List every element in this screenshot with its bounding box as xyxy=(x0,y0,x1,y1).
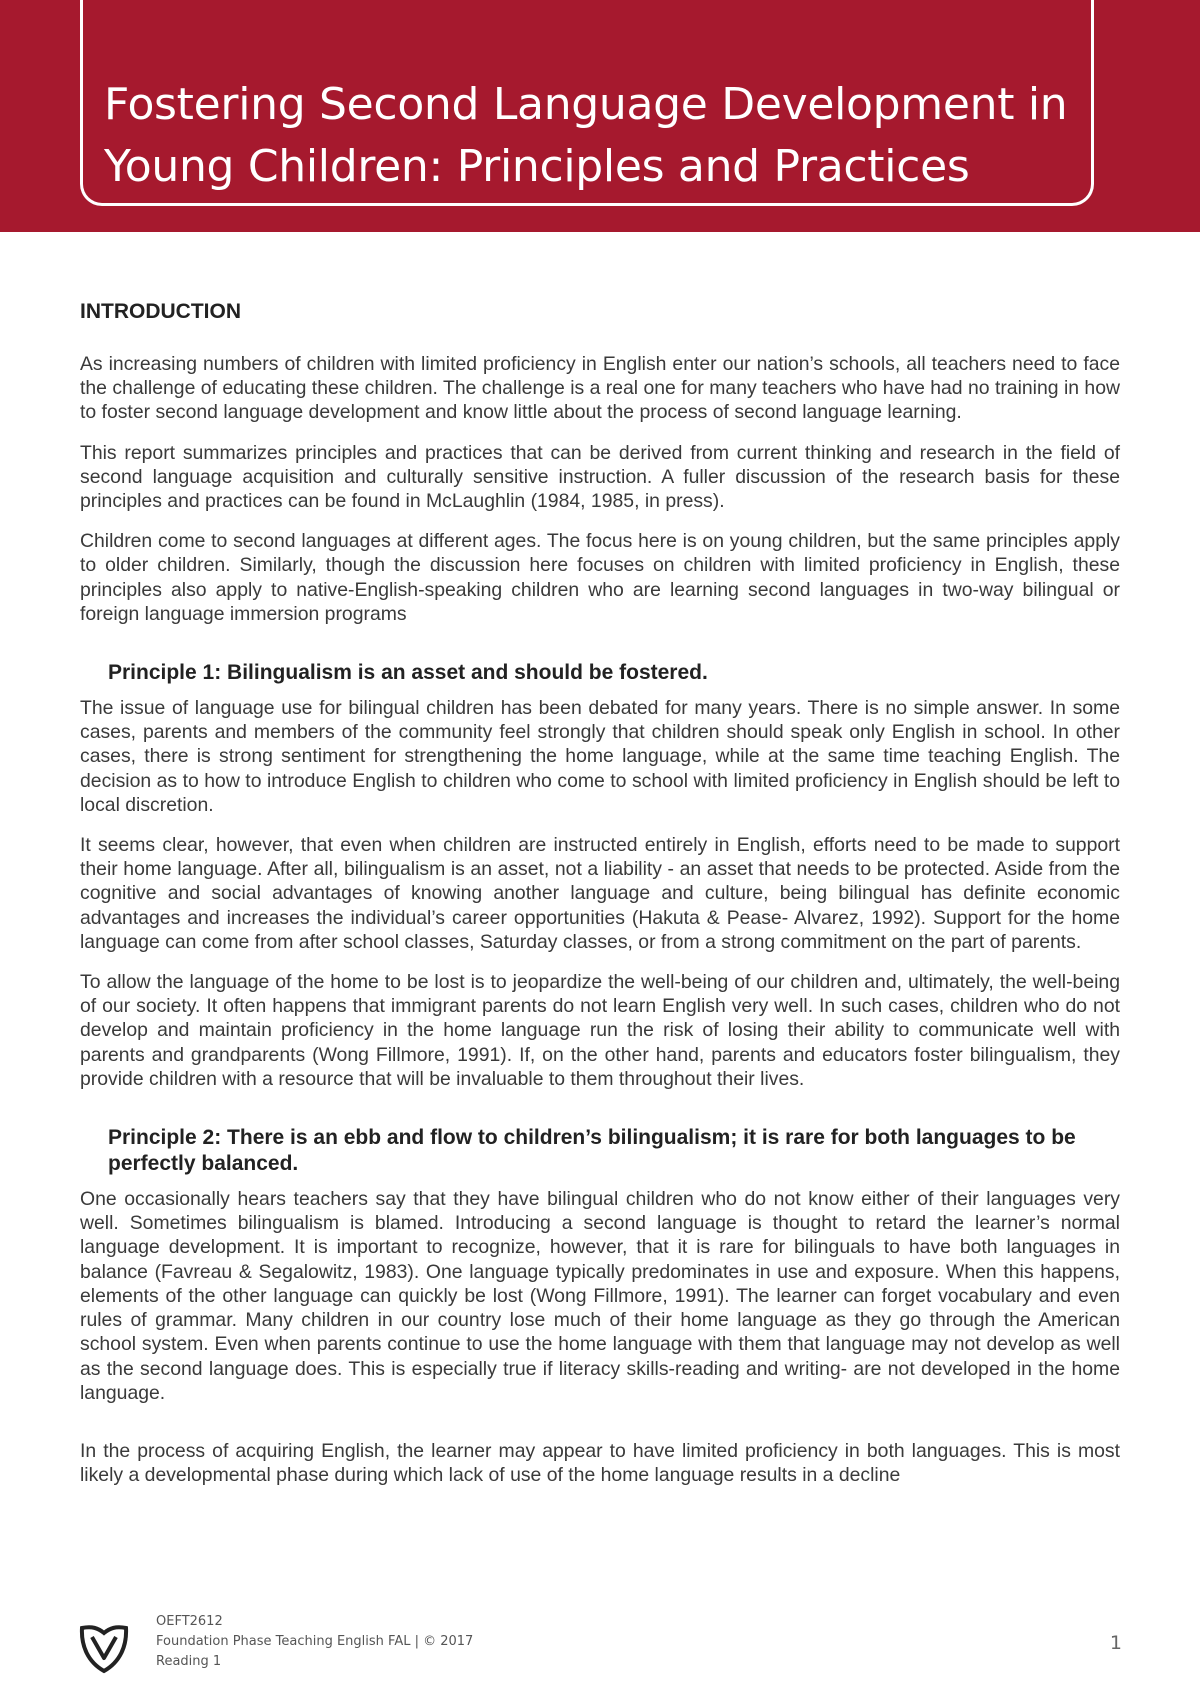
document-title: Fostering Second Language Development in Young Children: Principles and Practices xyxy=(104,79,1068,192)
footer-text xyxy=(156,1612,473,1672)
intro-paragraph: Children come to second languages at different ages. The focus here is on young children, but the same principles apply to older children. Similarly, though the discussion here focuses on children with limited proficiency in English, these principles also apply to native-English-speaking children who are learning second languages in two-way bilingual or foreign language immersion programs xyxy=(80,530,1120,625)
intro-paragraph: As increasing numbers of children with limited proficiency in English enter our nation’s schools, all teachers need to face the challenge of educating these children. The challenge is a real one for many teachers who have had no training in how to foster second language development and know little about the process of second language learning. xyxy=(80,353,1120,424)
document-body xyxy=(80,300,1120,1487)
introduction-heading: INTRODUCTION xyxy=(80,300,241,323)
principle-2-heading: Principle 2: There is an ebb and flow to children’s bilingualism; it is rare for both languages to be perfectly balanced. xyxy=(108,1126,1076,1176)
course-code: OEFT2612 xyxy=(156,1614,223,1629)
page-number: 1 xyxy=(1109,1632,1122,1654)
course-name: Foundation Phase Teaching English FAL | © 2017 xyxy=(156,1634,474,1649)
principle-2-paragraph: In the process of acquiring English, the learner may appear to have limited proficiency in both languages. This is most likely a developmental phase during which lack of use of the home language results in a decline xyxy=(80,1439,1120,1487)
reading-label: Reading 1 xyxy=(156,1654,222,1669)
intro-paragraph: This report summarizes principles and practices that can be derived from current thinking and research in the field of second language acquisition and culturally sensitive instruction. A fuller discussion of the research basis for these principles and practices can be found in McLaughlin (1984, 1985, in press). xyxy=(80,441,1120,513)
page-footer xyxy=(78,1612,1122,1682)
title-banner xyxy=(0,0,1200,232)
university-shield-logo-icon xyxy=(78,1624,130,1674)
principle-1-paragraph: The issue of language use for bilingual children has been debated for many years. There is no simple answer. In some cases, parents and members of the community feel strongly that children should speak only English in school. In other cases, there is strong sentiment for strengthening the home language, while at the same time teaching English. The decision as to how to introduce English to children who come to school with limited proficiency in English should be left to local discretion. xyxy=(80,697,1120,816)
principle-1-heading: Principle 1: Bilingualism is an asset and should be fostered. xyxy=(108,661,708,685)
principle-2-paragraph: One occasionally hears teachers say that they have bilingual children who do not know either of their languages very well. Sometimes bilingualism is blamed. Introducing a second language is thought to retard the learner’s normal language development. It is important to recognize, however, that it is rare for bilinguals to have both languages in balance (Favreau & Segalowitz, 1983). One language typically predominates in use and exposure. When this happens, elements of the other language can quickly be lost (Wong Fillmore, 1991). The learner can forget vocabulary and even rules of grammar. Many children in our country lose much of their home language as they go through the American school system. Even when parents continue to use the home language with them that language may not develop as well as the second language does. This is especially true if literacy skills-reading and writing- are not developed in the home language. xyxy=(80,1188,1120,1404)
principle-1-paragraph: To allow the language of the home to be lost is to jeopardize the well-being of our children and, ultimately, the well-being of our society. It often happens that immigrant parents do not learn English very well. In such cases, children who do not develop and maintain proficiency in the home language run the risk of losing their ability to communicate well with parents and grandparents (Wong Fillmore, 1991). If, on the other hand, parents and educators foster bilingualism, they provide children with a resource that will be invaluable to them throughout their lives. xyxy=(80,971,1120,1090)
principle-1-paragraph: It seems clear, however, that even when children are instructed entirely in English, efforts need to be made to support their home language. After all, bilingualism is an asset, not a liability - an asset that needs to be protected. Aside from the cognitive and social advantages of knowing another language and culture, being bilingual has definite economic advantages and increases the individual’s career opportunities (Hakuta & Pease- Alvarez, 1992). Support for the home language can come from after school classes, Saturday classes, or from a strong commitment on the part of parents. xyxy=(80,834,1120,953)
